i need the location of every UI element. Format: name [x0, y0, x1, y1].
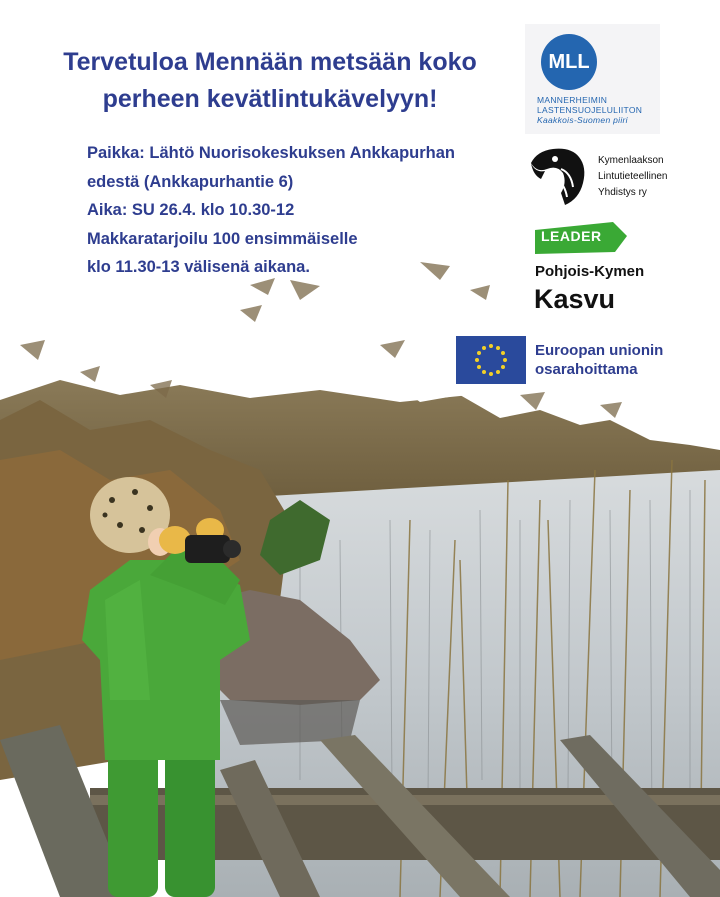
- mll-logo: [525, 24, 660, 134]
- bird-society-line-2: Lintutieteellinen: [598, 171, 668, 182]
- mll-text-2: LASTENSUOJELULIITON: [537, 105, 643, 115]
- info-location-line-2: edestä (Ankkapurhantie 6): [87, 172, 294, 191]
- bird-society-name: [598, 153, 668, 201]
- info-location-line-1: Paikka: Lähtö Nuorisokeskuksen Ankkapurhan: [87, 144, 456, 162]
- info-food-line-1: Makkaratarjoilu 100 ensimmäiselle: [87, 229, 358, 248]
- eu-flag-icon: [456, 336, 526, 384]
- leader-region-line-1: Pohjois-Kymen: [535, 263, 645, 280]
- bird-society-line-1: Kymenlaakson: [598, 155, 664, 166]
- eu-funding-text: [535, 341, 663, 379]
- title-line-2: perheen kevätlintukävelyyn!: [102, 85, 438, 113]
- eu-line-1: Euroopan unionin: [535, 342, 664, 359]
- mll-text-1: MANNERHEIMIN: [537, 95, 608, 105]
- page-title: [20, 44, 520, 118]
- info-food-line-2: klo 11.30-13 välisenä aikana.: [87, 258, 310, 276]
- eagle-head-icon: [527, 143, 589, 207]
- mll-circle-icon: MLL: [541, 34, 597, 90]
- mll-text-3: Kaakkois-Suomen piiri: [537, 115, 628, 125]
- title-line-1: Tervetuloa Mennään metsään koko: [63, 48, 477, 76]
- bird-society-line-3: Yhdistys ry: [598, 187, 647, 198]
- info-time: Aika: SU 26.4. klo 10.30-12: [87, 201, 295, 219]
- leader-region-line-2: Kasvu: [534, 284, 616, 314]
- leader-label: LEADER: [541, 228, 602, 244]
- event-info: [87, 139, 527, 282]
- eu-line-2: osarahoittama: [535, 361, 638, 378]
